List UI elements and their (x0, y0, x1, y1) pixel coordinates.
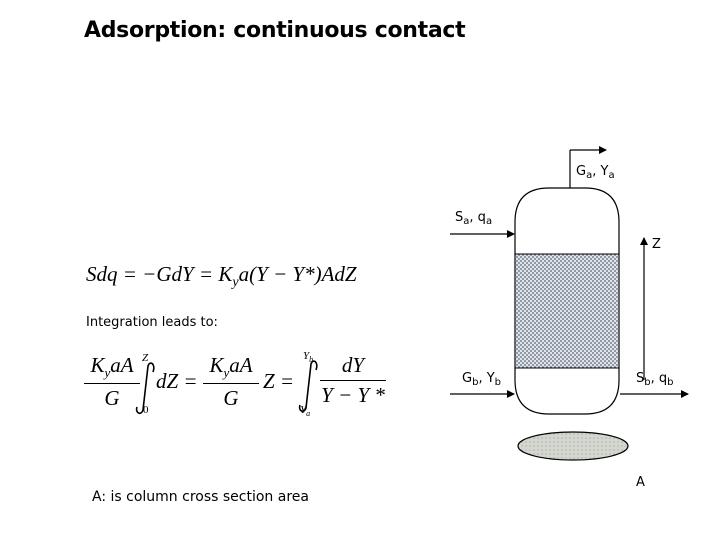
integration-text: Integration leads to: (86, 315, 218, 330)
height-axis-label: Z (652, 237, 661, 252)
mass-balance-equation: Sdq = $-GdY = K_ya(Y - Y*)AdZ$ (86, 262, 357, 290)
footnote: A: is column cross section area (92, 489, 309, 505)
solid-outlet-label: $S_b$, $q_b$ (636, 371, 674, 388)
page-title: Adsorption: continuous contact (84, 18, 466, 43)
fraction-3: dY Y − Y * (321, 353, 385, 407)
gas-outlet-label: $G_a$, $Y_a$ (576, 164, 615, 181)
integral-2-upper-limit: $Y_b$ (303, 350, 314, 365)
packed-bed (515, 254, 619, 368)
integral-1-upper-limit: Z (142, 352, 149, 364)
integral-2-lower-limit: $Y_a$ (300, 404, 311, 419)
fraction-2: $K_yaA$ G (203, 353, 259, 411)
cross-section-ellipse (518, 432, 628, 460)
gas-inlet-label: $G_b$, $Y_b$ (462, 371, 502, 388)
integral-1-body: dZ = (156, 369, 198, 393)
fraction-1: $K_yaA$ G (84, 353, 140, 411)
z-equals: Z = (263, 369, 295, 393)
integral-1-lower-limit: 0 (143, 404, 149, 416)
area-label: A (636, 475, 645, 490)
solid-inlet-label: $S_a$, $q_a$ (455, 210, 493, 227)
